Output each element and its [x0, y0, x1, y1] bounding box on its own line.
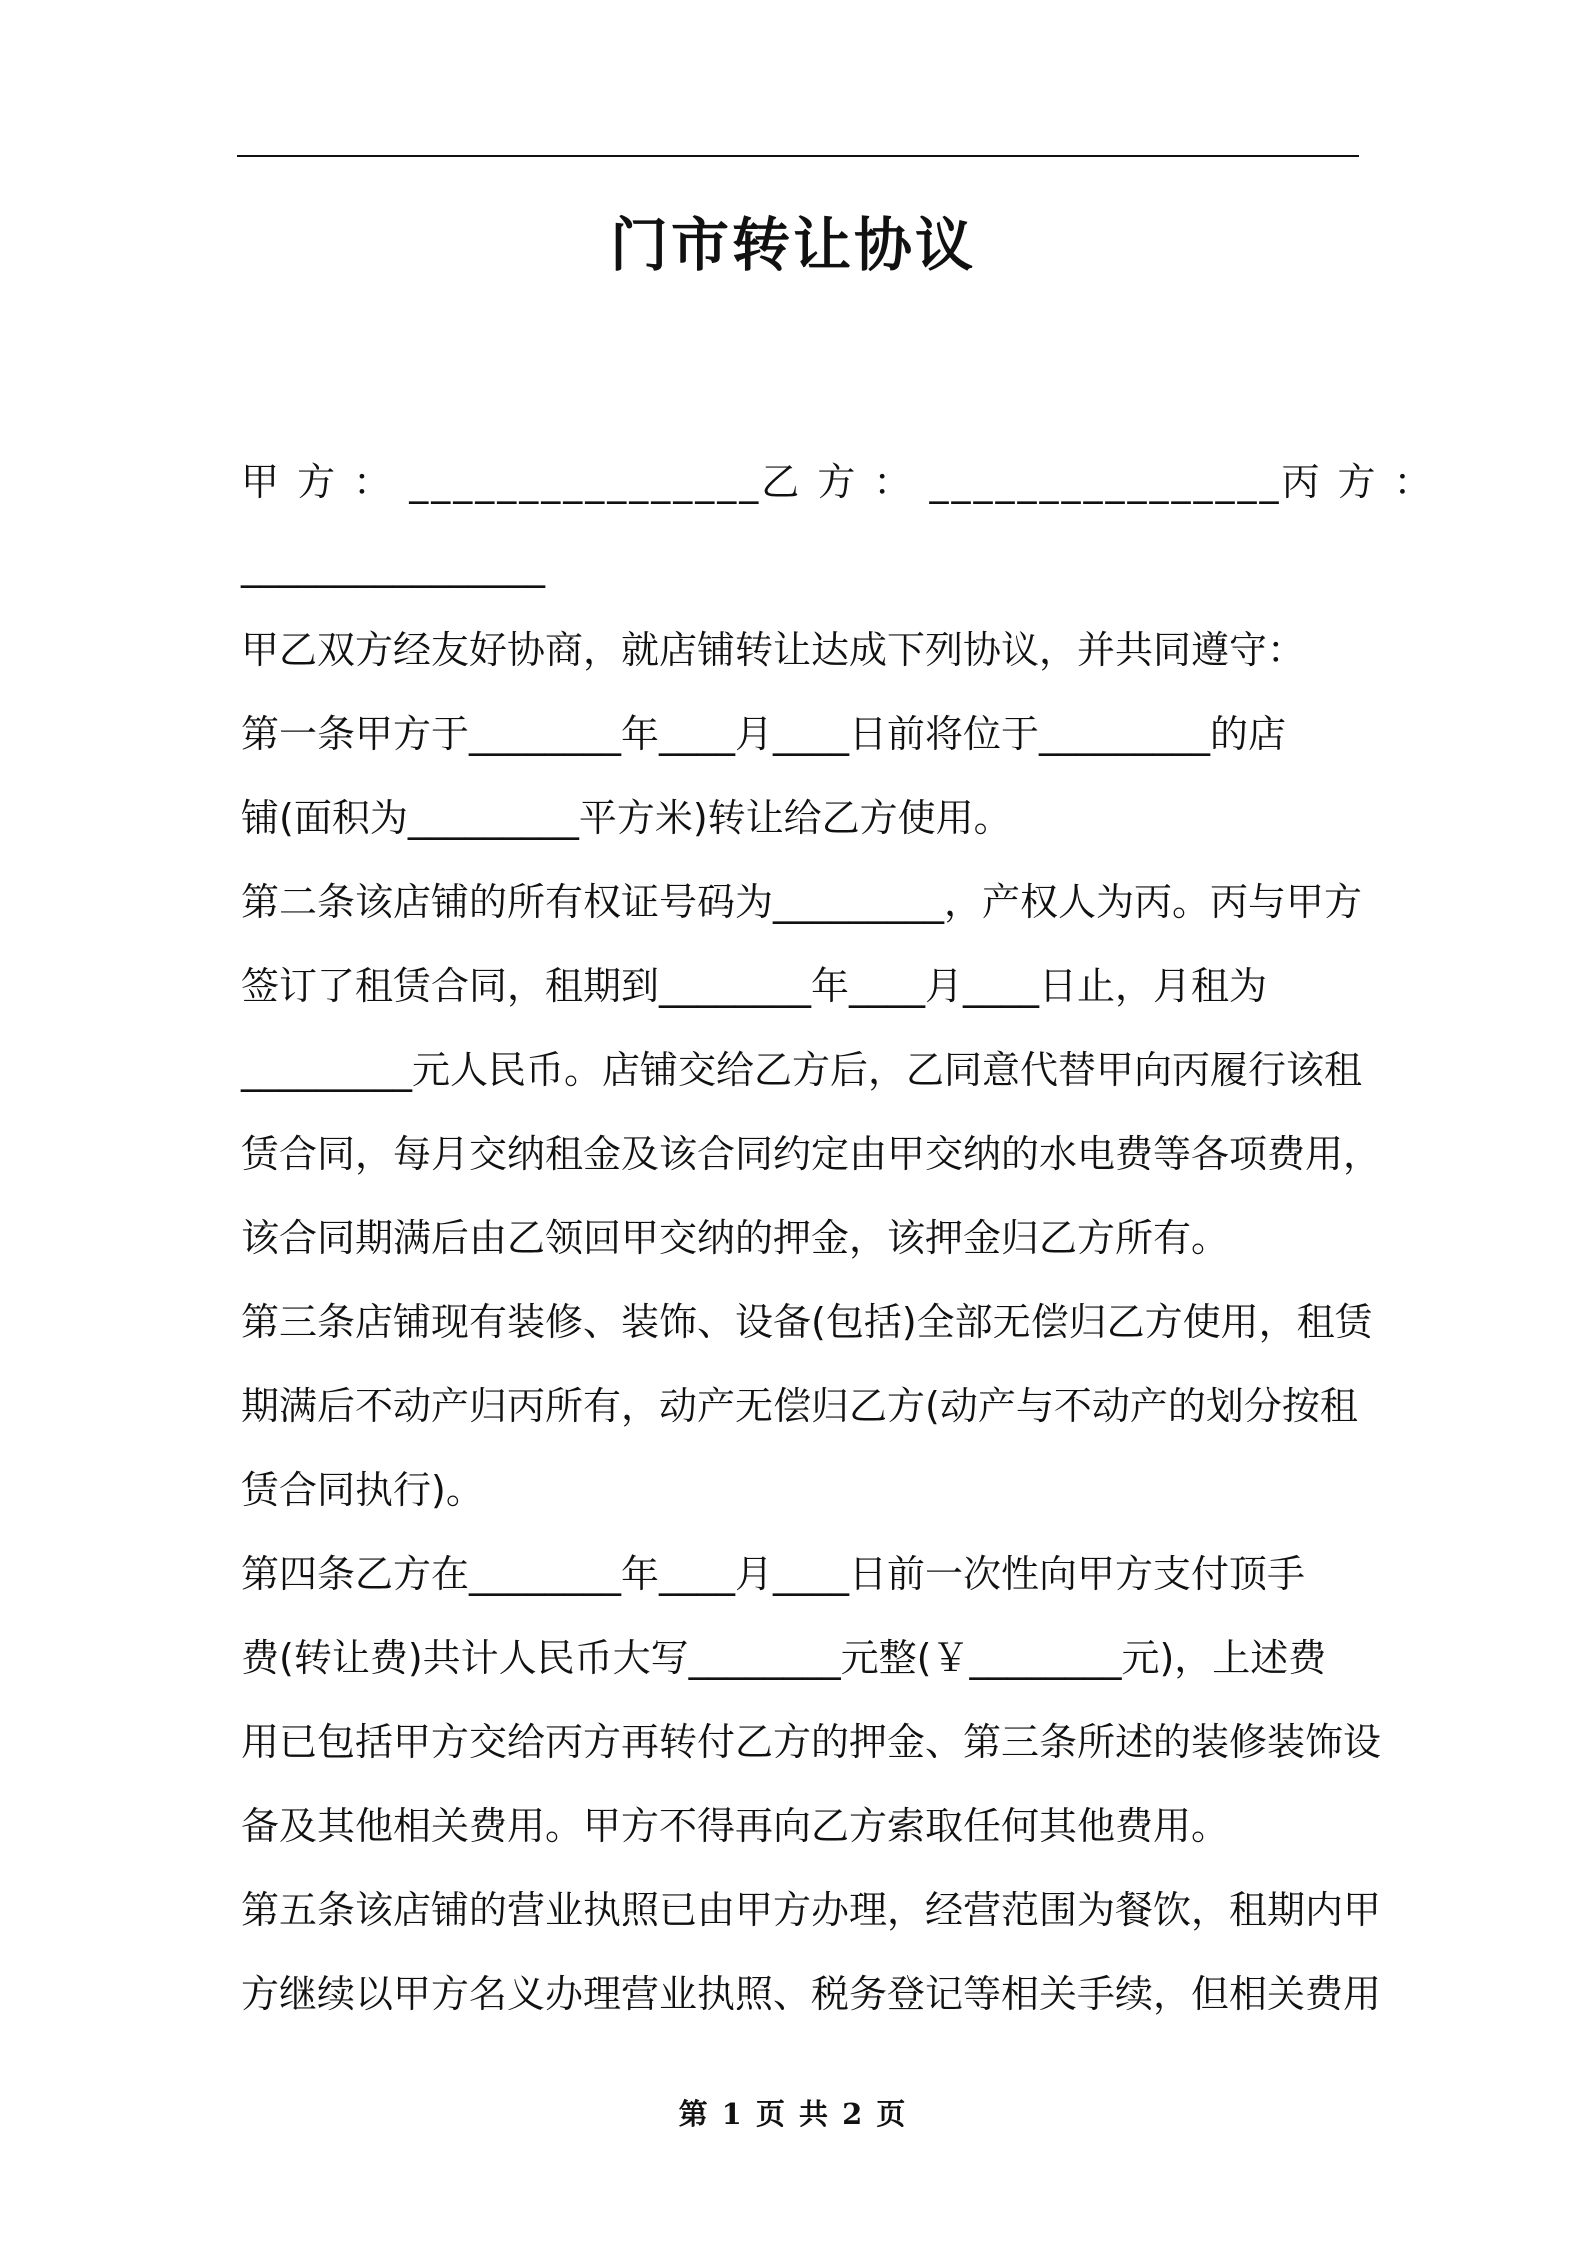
- article-3-line-3: 赁合同执行)。: [241, 1468, 484, 1512]
- header-rule: [237, 155, 1359, 157]
- article-5-line-2: 方继续以甲方名义办理营业执照、税务登记等相关手续，但相关费用: [241, 1972, 1382, 2016]
- article-1-line-1: 第一条甲方于________年____月____日前将位于_________的店: [241, 712, 1287, 756]
- article-2-line-3: _________元人民币。店铺交给乙方后，乙同意代替甲向丙履行该租: [241, 1048, 1363, 1092]
- parties-line-continued: ________________: [241, 544, 545, 588]
- parties-line-text: 甲 方 ： ________________乙 方 ： ________________丙 方 ：: [241, 460, 1435, 504]
- article-4-line-4: 备及其他相关费用。甲方不得再向乙方索取任何其他费用。: [241, 1804, 1230, 1848]
- article-4-line-1: 第四条乙方在________年____月____日前一次性向甲方支付顶手: [241, 1552, 1306, 1596]
- preamble: 甲乙双方经友好协商，就店铺转让达成下列协议，并共同遵守：: [241, 628, 1306, 672]
- article-3-line-2: 期满后不动产归丙所有，动产无偿归乙方(动产与不动产的划分按租: [241, 1384, 1358, 1428]
- article-4-line-2: 费(转让费)共计人民币大写________元整(￥________元)，上述费: [241, 1636, 1327, 1680]
- article-2-line-1: 第二条该店铺的所有权证号码为_________，产权人为丙。丙与甲方: [241, 880, 1363, 924]
- article-2-line-2: 签订了租赁合同，租期到________年____月____日止，月租为: [241, 964, 1268, 1008]
- article-3-line-1: 第三条店铺现有装修、装饰、设备(包括)全部无偿归乙方使用，租赁: [241, 1300, 1373, 1344]
- page-footer: 第 1 页 共 2 页: [678, 2097, 908, 2131]
- article-1-line-2: 铺(面积为_________平方米)转让给乙方使用。: [241, 796, 1012, 840]
- article-2-line-5: 该合同期满后由乙领回甲交纳的押金，该押金归乙方所有。: [241, 1216, 1230, 1260]
- document-body: [241, 440, 1435, 2036]
- document-title: 门市转让协议: [609, 211, 976, 279]
- parties-line: [241, 440, 1435, 524]
- article-2-line-4: 赁合同，每月交纳租金及该合同约定由甲交纳的水电费等各项费用，: [241, 1132, 1382, 1176]
- article-5-line-1: 第五条该店铺的营业执照已由甲方办理，经营范围为餐饮，租期内甲: [241, 1888, 1382, 1932]
- article-4-line-3: 用已包括甲方交给丙方再转付乙方的押金、第三条所述的装修装饰设: [241, 1720, 1382, 1764]
